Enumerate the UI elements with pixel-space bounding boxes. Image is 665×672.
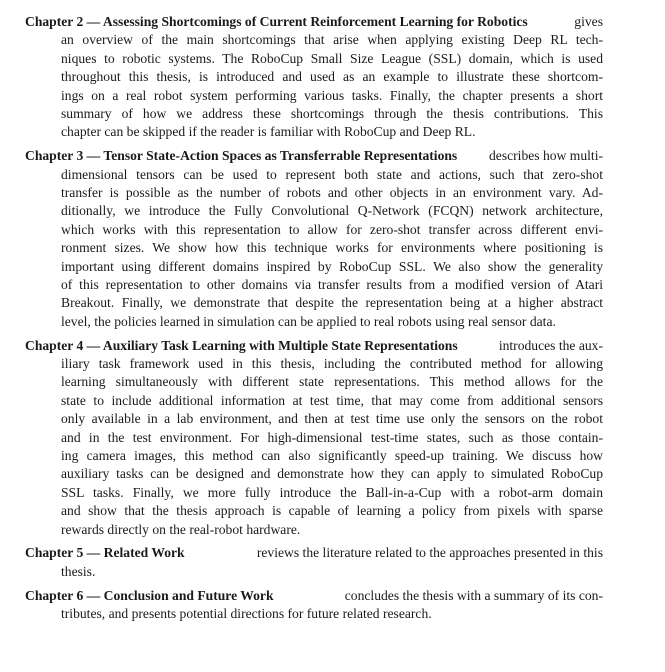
text-line: [25, 337, 603, 355]
chapter-text: thesis.: [61, 563, 96, 579]
chapter-text: reviews the literature related to the approaches presented in this: [256, 545, 603, 561]
text-line: [25, 502, 603, 520]
chapter-text: Breakout. Finally, we demonstrate that despite the representation being at a higher abstract: [61, 295, 603, 311]
chapter-heading: Chapter 6 — Conclusion and Future Work: [25, 587, 274, 603]
chapter-text: SSL tasks. Finally, we more fully introduce the Ball-in-a-Cup with a robot-arm domain: [61, 484, 603, 500]
text-line: [25, 123, 603, 141]
chapter-text: ing camera images, this method can also significantly speed-up training. We discuss how: [61, 447, 603, 463]
text-line: [25, 105, 603, 123]
chapter-6-summary: [25, 587, 603, 624]
chapter-text: and in the test environment. For high-dimensional test-time states, such as those contain-: [61, 429, 603, 445]
text-line: [25, 13, 603, 31]
chapter-3-summary: [25, 147, 603, 331]
text-line: [25, 605, 603, 623]
chapter-text: ings on a real robot system performing various tasks. Finally, the chapter presents a short: [61, 87, 603, 103]
text-line: [25, 563, 603, 581]
chapter-text: tributes, and presents potential directions for future related research.: [61, 606, 432, 622]
chapter-text: an overview of the main shortcomings that arise when applying existing Deep RL tech-: [61, 32, 603, 48]
text-line: [25, 313, 603, 331]
text-line: [25, 184, 603, 202]
chapter-text: of this representation to other domains via transfer results from a modified version of Atari: [61, 276, 603, 292]
chapter-heading: Chapter 4 — Auxiliary Task Learning with Multiple State Representations: [25, 337, 458, 353]
chapter-text: niques to robotic systems. The RoboCup Small Size League (SSL) domain, which is used: [61, 50, 603, 66]
chapter-text: throughout this thesis, is introduced and used as an example to illustrate these shortcom-: [61, 69, 603, 85]
chapter-text: only available in a lab environment, and then at test time use only the sensors on the robot: [61, 411, 603, 427]
chapter-text: important using different domains inspired by RoboCup SSL. We also show the generality: [61, 258, 603, 274]
chapter-text: describes how multi-: [488, 148, 603, 164]
text-line: [25, 544, 603, 562]
chapter-text: iliary task framework used in this thesis, including the contributed method for allowing: [61, 356, 603, 372]
text-line: [25, 202, 603, 220]
text-line: [25, 294, 603, 312]
text-line: [25, 50, 603, 68]
text-line: [25, 258, 603, 276]
chapter-heading: Chapter 5 — Related Work: [25, 545, 185, 561]
text-line: [25, 68, 603, 86]
chapter-text: ronment sizes. We show how this technique works for environments where positioning is: [61, 240, 603, 256]
chapter-text: which works with this representation to allow for zero-shot transfer across different envi-: [61, 221, 603, 237]
text-line: [25, 87, 603, 105]
chapter-heading: Chapter 2 — Assessing Shortcomings of Current Reinforcement Learning for Robotics: [25, 14, 528, 29]
chapter-text: summary of how we address these shortcomings through the thesis contributions. This: [61, 105, 603, 121]
chapter-text: level, the policies learned in simulation can be applied to real robots using real sensor data.: [61, 313, 556, 329]
text-line: [25, 465, 603, 483]
chapter-5-summary: [25, 544, 603, 581]
chapter-text: state to include additional information at test time, that may come from additional sensors: [61, 392, 603, 408]
text-line: [25, 276, 603, 294]
text-line: [25, 410, 603, 428]
text-line: [25, 221, 603, 239]
chapter-2-summary: [25, 13, 603, 142]
text-line: [25, 429, 603, 447]
chapter-text: introduces the aux-: [498, 337, 603, 353]
chapter-text: concludes the thesis with a summary of its con-: [344, 587, 603, 603]
chapter-heading: Chapter 3 — Tensor State-Action Spaces as Transferrable Representations: [25, 148, 458, 164]
text-line: [25, 587, 603, 605]
text-line: [25, 392, 603, 410]
chapter-text: transfer is possible as the number of robots and other objects in an environment vary. Ad-: [61, 185, 603, 201]
chapter-text: ditionally, we introduce the Fully Convolutional Q-Network (FCQN) network architecture,: [61, 203, 603, 219]
chapter-4-summary: [25, 337, 603, 539]
text-line: [25, 355, 603, 373]
chapter-text: learning simultaneously with different state representations. This method allows for the: [61, 374, 603, 390]
text-line: [25, 521, 603, 539]
chapter-text: chapter can be skipped if the reader is familiar with RoboCup and Deep RL.: [61, 124, 476, 140]
text-line: [25, 239, 603, 257]
chapter-overview-document: [25, 13, 603, 629]
text-line: [25, 166, 603, 184]
text-line: [25, 147, 603, 165]
chapter-text: gives: [574, 14, 603, 29]
text-line: [25, 31, 603, 49]
chapter-text: auxiliary tasks can be designed and demonstrate how they can apply to simulated RoboCup: [61, 466, 603, 482]
chapter-text: rewards directly on the real-robot hardware.: [61, 521, 301, 537]
text-line: [25, 484, 603, 502]
text-line: [25, 373, 603, 391]
chapter-text: and show that the thesis approach is capable of learning a policy from pixels with sparse: [61, 503, 603, 519]
chapter-text: dimensional tensors can be used to represent both state and actions, such that zero-shot: [61, 166, 603, 182]
text-line: [25, 447, 603, 465]
